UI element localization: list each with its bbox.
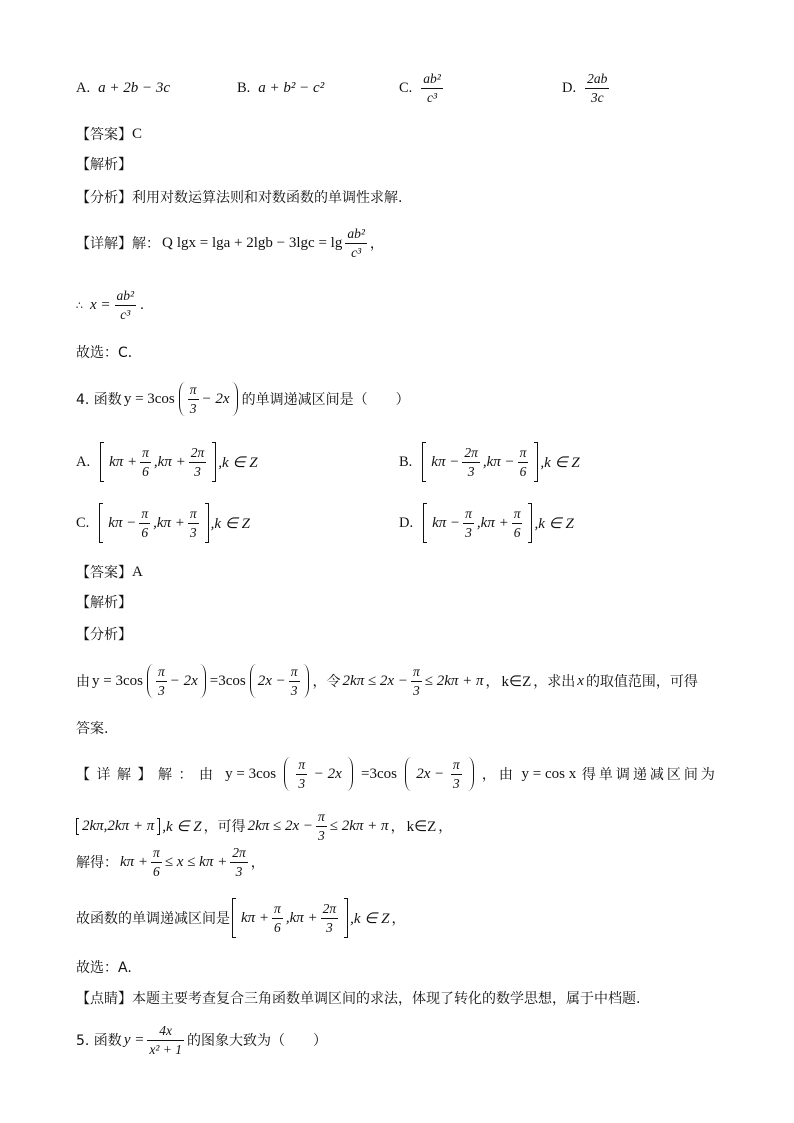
function-expression: y = 3cos <box>92 672 143 689</box>
denominator: c³ <box>351 244 362 260</box>
function-expression: =3cos <box>209 672 246 689</box>
left-bracket <box>423 503 427 543</box>
fraction <box>512 506 523 541</box>
fraction <box>140 445 151 480</box>
numerator: π <box>411 664 422 682</box>
q4-solve <box>76 840 265 884</box>
text: 解得： <box>76 855 118 871</box>
section-tag: 【分析】 <box>76 190 132 206</box>
numerator: 2π <box>462 445 480 463</box>
q3-detail <box>76 221 384 265</box>
right-bracket <box>344 898 348 938</box>
question-text: 的单调递减区间是（ ） <box>241 392 410 408</box>
choose-text: 故选：A. <box>76 960 132 976</box>
fraction <box>518 445 529 480</box>
integer-condition: ,k ∈ Z <box>350 910 390 927</box>
right-bracket <box>157 818 160 835</box>
numerator: ab² <box>115 288 137 306</box>
numerator: π <box>272 901 283 919</box>
right-paren <box>232 382 238 416</box>
integer-condition: k∈Z <box>501 673 532 690</box>
fraction <box>411 664 422 699</box>
q3-analysis <box>76 175 402 219</box>
right-bracket <box>528 503 532 543</box>
interval-end-term: ,kπ + <box>476 514 509 531</box>
interval-start-term: kπ − <box>432 514 461 531</box>
text: ，求出 <box>533 674 576 690</box>
denominator: 3c <box>590 89 604 105</box>
q3-therefore <box>76 283 144 327</box>
denominator: 6 <box>153 863 160 879</box>
denominator: 6 <box>513 524 521 540</box>
log-equation: lgx = lga + 2lgb − 3lgc = lg <box>176 234 343 251</box>
q4-detail <box>76 752 718 796</box>
integer-condition: ,k ∈ Z <box>162 818 202 835</box>
left-bracket <box>99 503 103 543</box>
fraction <box>289 664 300 699</box>
interval-end-term: ,kπ + <box>153 453 186 470</box>
denominator: 6 <box>274 919 281 935</box>
interval-end-term: ,kπ + <box>153 514 185 531</box>
denominator: 3 <box>465 524 472 540</box>
left-bracket <box>232 898 236 938</box>
inequality-right: ≤ 2kπ + π <box>329 817 389 834</box>
right-paren <box>200 664 206 698</box>
function-expression: y = cos x <box>521 765 577 782</box>
left-bracket <box>100 442 104 482</box>
fraction <box>272 901 283 936</box>
option-label: A. <box>76 453 91 470</box>
denominator: 6 <box>142 463 149 479</box>
because-symbol: Q <box>162 234 173 251</box>
denominator: 6 <box>141 524 149 540</box>
left-bracket <box>422 442 426 482</box>
text: ， <box>390 819 405 835</box>
answer-value: C <box>132 125 143 142</box>
denominator: 3 <box>325 919 333 935</box>
period: . <box>140 296 144 313</box>
option-label: C. <box>76 514 90 531</box>
denominator: 6 <box>519 463 527 479</box>
math-term: − 2x <box>313 765 342 782</box>
numerator: π <box>139 506 150 524</box>
left-paren <box>179 382 185 416</box>
question-number: 5. 函数 <box>76 1033 122 1049</box>
integer-condition: k∈Z <box>406 818 437 835</box>
denominator: 3 <box>157 682 165 698</box>
left-paren <box>147 664 153 698</box>
question-text: 的图象大致为（ ） <box>187 1033 327 1049</box>
section-tag: 【解析】 <box>76 595 132 611</box>
variable: x <box>577 672 584 689</box>
option-label: A. <box>76 79 91 96</box>
denominator: 3 <box>194 463 201 479</box>
q4-comment <box>76 976 640 1020</box>
numerator: π <box>188 506 199 524</box>
denominator: c³ <box>427 89 438 105</box>
left-paren <box>250 664 256 698</box>
numerator: π <box>463 506 474 524</box>
q4-option-b <box>399 440 580 484</box>
q4-analysis-continued <box>76 706 108 750</box>
right-paren <box>468 757 474 791</box>
fraction <box>421 71 443 106</box>
numerator: π <box>156 664 167 682</box>
left-bracket <box>76 818 79 835</box>
q3-option-a <box>76 66 170 110</box>
denominator: 3 <box>412 682 420 698</box>
q3-option-c <box>399 66 444 110</box>
fraction <box>151 845 162 880</box>
denominator: 3 <box>467 463 475 479</box>
analysis-text: 利用对数运算法则和对数函数的单调性求解. <box>132 190 403 206</box>
function-expression: y = <box>123 1031 145 1048</box>
denominator: 3 <box>235 863 243 879</box>
question-number: 4. 函数 <box>76 392 122 408</box>
text: ， <box>391 911 406 927</box>
numerator: 2π <box>321 901 339 919</box>
text: 的取值范围，可得 <box>585 674 698 690</box>
fraction <box>188 506 199 541</box>
numerator: ab² <box>345 226 367 244</box>
q4-stem <box>76 377 410 421</box>
answer-value: A <box>132 563 143 580</box>
numerator: 2π <box>230 845 248 863</box>
text: ，令 <box>312 674 341 690</box>
q3-option-d <box>562 66 610 110</box>
fraction <box>321 901 339 936</box>
right-bracket <box>212 442 216 482</box>
right-paren <box>347 757 353 791</box>
function-expression: y = 3cos <box>123 390 175 407</box>
left-paren <box>405 757 411 791</box>
inequality-left: 2kπ ≤ 2x − <box>247 817 313 834</box>
fraction <box>296 757 307 792</box>
answer-tag: 【答案】 <box>76 565 132 581</box>
math-term: 2x − <box>416 765 445 782</box>
option-label: B. <box>237 79 251 96</box>
fraction <box>316 809 327 844</box>
fraction <box>115 288 137 323</box>
interval-start-term: kπ − <box>431 453 460 470</box>
fraction <box>585 71 609 106</box>
detail-tag: 【详解】解：由 <box>76 767 220 783</box>
fraction <box>230 845 248 880</box>
option-label: D. <box>399 514 414 531</box>
math-term: ≤ x ≤ kπ + <box>164 853 228 870</box>
q4-fenxi-heading <box>76 612 132 656</box>
option-expression: a + b² − c² <box>258 79 325 96</box>
denominator: 3 <box>189 524 197 540</box>
interval-expression: 2kπ,2kπ + π <box>82 817 155 834</box>
q4-option-c <box>76 501 250 545</box>
text: 由 <box>76 674 90 690</box>
denominator: 3 <box>318 827 325 843</box>
denominator: 3 <box>298 775 306 791</box>
q4-interval <box>76 896 405 940</box>
interval-start-term: kπ + <box>241 909 270 926</box>
numerator: ab² <box>421 71 443 89</box>
numerator: 4x <box>147 1023 184 1041</box>
section-tag: 【点睛】 <box>76 991 132 1007</box>
numerator: π <box>296 757 307 775</box>
denominator: 3 <box>189 400 197 416</box>
answer-tag: 【答案】 <box>76 127 132 143</box>
numerator: π <box>289 664 300 682</box>
numerator: π <box>518 445 529 463</box>
math-term: kπ + <box>120 853 149 870</box>
math-term: − 2x <box>169 672 198 689</box>
fraction <box>156 664 167 699</box>
numerator: π <box>140 445 151 463</box>
q3-option-b <box>237 66 324 110</box>
interval-start-term: kπ − <box>108 514 137 531</box>
q3-choose <box>76 330 142 374</box>
right-bracket <box>205 503 209 543</box>
text: 得单调递减区间为 <box>581 767 718 783</box>
option-label: D. <box>562 79 577 96</box>
numerator: π <box>316 809 327 827</box>
fraction <box>345 226 367 261</box>
detail-tag: 【详解】解： <box>76 236 160 252</box>
fraction <box>188 382 199 417</box>
comment-text: 本题主要考查复合三角函数单调区间的求法，体现了转化的数学思想，属于中档题. <box>132 991 641 1007</box>
denominator: c³ <box>120 306 131 322</box>
function-expression: =3cos <box>361 765 397 782</box>
integer-condition: ,k ∈ Z <box>218 454 258 471</box>
integer-condition: ,k ∈ Z <box>210 515 250 532</box>
text: 故函数的单调递减区间是 <box>76 911 230 927</box>
integer-condition: ,k ∈ Z <box>540 454 580 471</box>
numerator: π <box>451 757 462 775</box>
numerator: 2ab <box>585 71 609 89</box>
denominator: x² + 1 <box>149 1041 182 1057</box>
section-tag: 【分析】 <box>76 627 132 643</box>
section-tag: 【解析】 <box>76 157 132 173</box>
inequality-right: ≤ 2kπ + π <box>424 672 484 689</box>
q4-analysis <box>76 659 698 703</box>
fraction <box>139 506 150 541</box>
fraction <box>462 445 480 480</box>
text: ， <box>438 819 453 835</box>
denominator: 3 <box>452 775 460 791</box>
text: ，由 <box>481 767 516 783</box>
interval-end-term: ,kπ + <box>285 909 318 926</box>
left-paren <box>284 757 290 791</box>
fraction <box>451 757 462 792</box>
text: 答案. <box>76 721 109 737</box>
denominator: 3 <box>290 682 298 698</box>
text: ，可得 <box>203 819 246 835</box>
fraction <box>189 445 207 480</box>
math-term: − 2x <box>201 390 230 407</box>
integer-condition: ,k ∈ Z <box>534 515 574 532</box>
q5-stem <box>76 1018 327 1062</box>
text: ， <box>485 674 500 690</box>
right-paren <box>303 664 309 698</box>
text: ， <box>250 855 265 871</box>
right-bracket <box>534 442 538 482</box>
math-term: 2x − <box>257 672 286 689</box>
option-label: C. <box>399 79 413 96</box>
numerator: 2π <box>189 445 207 463</box>
numerator: π <box>151 845 162 863</box>
function-expression: y = 3cos <box>225 765 277 782</box>
therefore-symbol: ∴ <box>76 298 83 312</box>
comma: ， <box>369 236 384 252</box>
inequality-left: 2kπ ≤ 2x − <box>342 672 408 689</box>
interval-start-term: kπ + <box>109 453 138 470</box>
q4-option-a <box>76 440 258 484</box>
fraction <box>463 506 474 541</box>
equation-lhs: x = <box>90 296 111 313</box>
numerator: π <box>188 382 199 400</box>
numerator: π <box>512 506 523 524</box>
interval-end-term: ,kπ − <box>482 453 515 470</box>
q4-option-d <box>399 501 574 545</box>
option-expression: a + 2b − 3c <box>98 79 171 96</box>
option-label: B. <box>399 453 413 470</box>
choose-text: 故选：C． <box>76 345 142 361</box>
fraction <box>147 1023 184 1058</box>
